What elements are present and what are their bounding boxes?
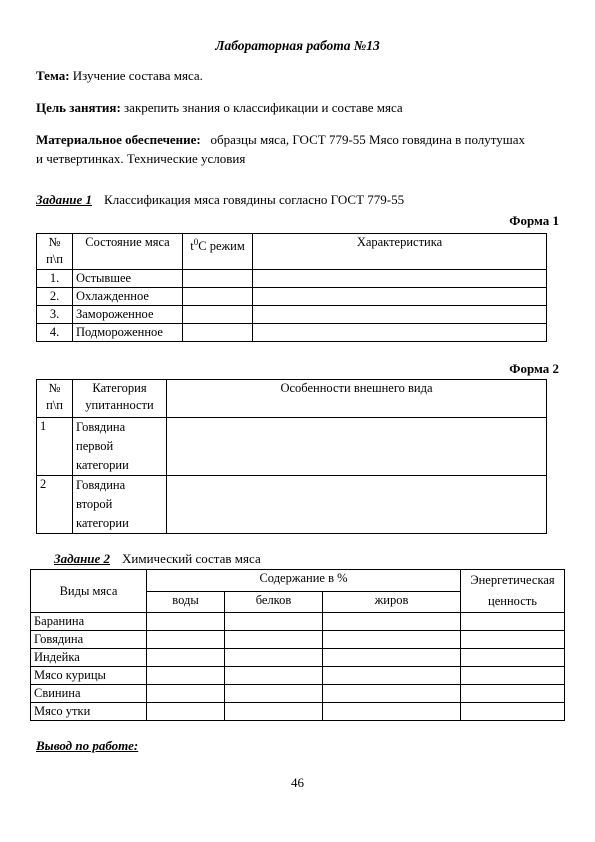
form1-header-num: № п\п <box>37 234 73 270</box>
row-num: 1. <box>37 270 73 288</box>
material-text-2: и четвертинках. Технические условия <box>36 151 246 166</box>
task1-text: Классификация мяса говядины согласно ГОСТ 779-55 <box>104 192 405 207</box>
row-state: Подмороженное <box>73 324 183 342</box>
row-char-cell <box>253 288 547 306</box>
form2-header-row <box>37 380 547 418</box>
row-num: 4. <box>37 324 73 342</box>
task1-label: Задание 1 <box>36 192 93 207</box>
task2-header-content: Содержание в % <box>147 570 461 592</box>
table-row <box>31 649 565 667</box>
form2-header-features: Особенности внешнего вида <box>167 380 547 418</box>
row-features-cell <box>167 418 547 476</box>
row-num: 2 <box>37 476 73 534</box>
form1-header-state: Состояние мяса <box>73 234 183 270</box>
table-row <box>37 324 547 342</box>
table-row <box>37 288 547 306</box>
row-num: 3. <box>37 306 73 324</box>
task2-table <box>30 569 565 721</box>
table-row <box>37 270 547 288</box>
material-label: Материальное обеспечение: <box>36 132 201 147</box>
table-row <box>31 631 565 649</box>
task2-text: Химический состав мяса <box>122 551 261 566</box>
material-line <box>36 130 566 168</box>
row-temp-cell <box>183 288 253 306</box>
task2-header-row <box>31 570 565 592</box>
form1-table <box>36 233 547 342</box>
task2-header-energy: Энергетическая ценность <box>461 570 565 613</box>
form1-header-char: Характеристика <box>253 234 547 270</box>
row-category: Говядина второй категории <box>73 476 167 534</box>
form2-label: Форма 2 <box>509 361 559 376</box>
page-title: Лабораторная работа №13 <box>215 38 380 53</box>
task2-header-type: Виды мяса <box>31 570 147 613</box>
row-state: Охлажденное <box>73 288 183 306</box>
form1-label: Форма 1 <box>509 213 559 228</box>
task1-heading <box>36 192 404 208</box>
page-number: 46 <box>291 775 304 790</box>
row-meat-type: Говядина <box>31 631 147 649</box>
row-features-cell <box>167 476 547 534</box>
form2-header-category: Категория упитанности <box>73 380 167 418</box>
row-meat-type: Мясо курицы <box>31 667 147 685</box>
table-row <box>31 685 565 703</box>
table-row <box>37 306 547 324</box>
material-text: образцы мяса, ГОСТ 779-55 Мясо говядина в полутушах <box>200 132 526 147</box>
task2-header-protein: белков <box>225 591 323 613</box>
task2-header-fat: жиров <box>323 591 461 613</box>
row-char-cell <box>253 324 547 342</box>
temp-t: t <box>190 239 194 254</box>
goal-label: Цель занятия: <box>36 100 121 115</box>
table-row <box>31 667 565 685</box>
task2-header-water: воды <box>147 591 225 613</box>
goal-line <box>36 98 566 117</box>
temp-sup: 0 <box>193 237 199 247</box>
row-meat-type: Индейка <box>31 649 147 667</box>
row-temp-cell <box>183 306 253 324</box>
table-row <box>31 613 565 631</box>
table-row <box>31 703 565 721</box>
topic-label: Тема: <box>36 68 70 83</box>
table-row <box>37 418 547 476</box>
row-temp-cell <box>183 324 253 342</box>
goal-text: закрепить знания о классификации и составе мяса <box>120 100 403 115</box>
row-meat-type: Мясо утки <box>31 703 147 721</box>
row-temp-cell <box>183 270 253 288</box>
form1-header-row <box>37 234 547 270</box>
row-state: Замороженное <box>73 306 183 324</box>
table-row <box>37 476 547 534</box>
temp-post: C режим <box>198 239 245 254</box>
row-meat-type: Баранина <box>31 613 147 631</box>
row-meat-type: Свинина <box>31 685 147 703</box>
topic-line <box>36 66 566 85</box>
row-num: 2. <box>37 288 73 306</box>
row-state: Остывшее <box>73 270 183 288</box>
row-char-cell <box>253 306 547 324</box>
row-num: 1 <box>37 418 73 476</box>
task2-heading <box>54 551 261 567</box>
form2-table <box>36 379 547 534</box>
row-category: Говядина первой категории <box>73 418 167 476</box>
conclusion-heading: Вывод по работе: <box>36 738 139 753</box>
task2-label: Задание 2 <box>54 551 111 566</box>
topic-text: Изучение состава мяса. <box>69 68 203 83</box>
form2-header-num: № п\п <box>37 380 73 418</box>
row-char-cell <box>253 270 547 288</box>
form1-header-temp <box>183 234 253 270</box>
